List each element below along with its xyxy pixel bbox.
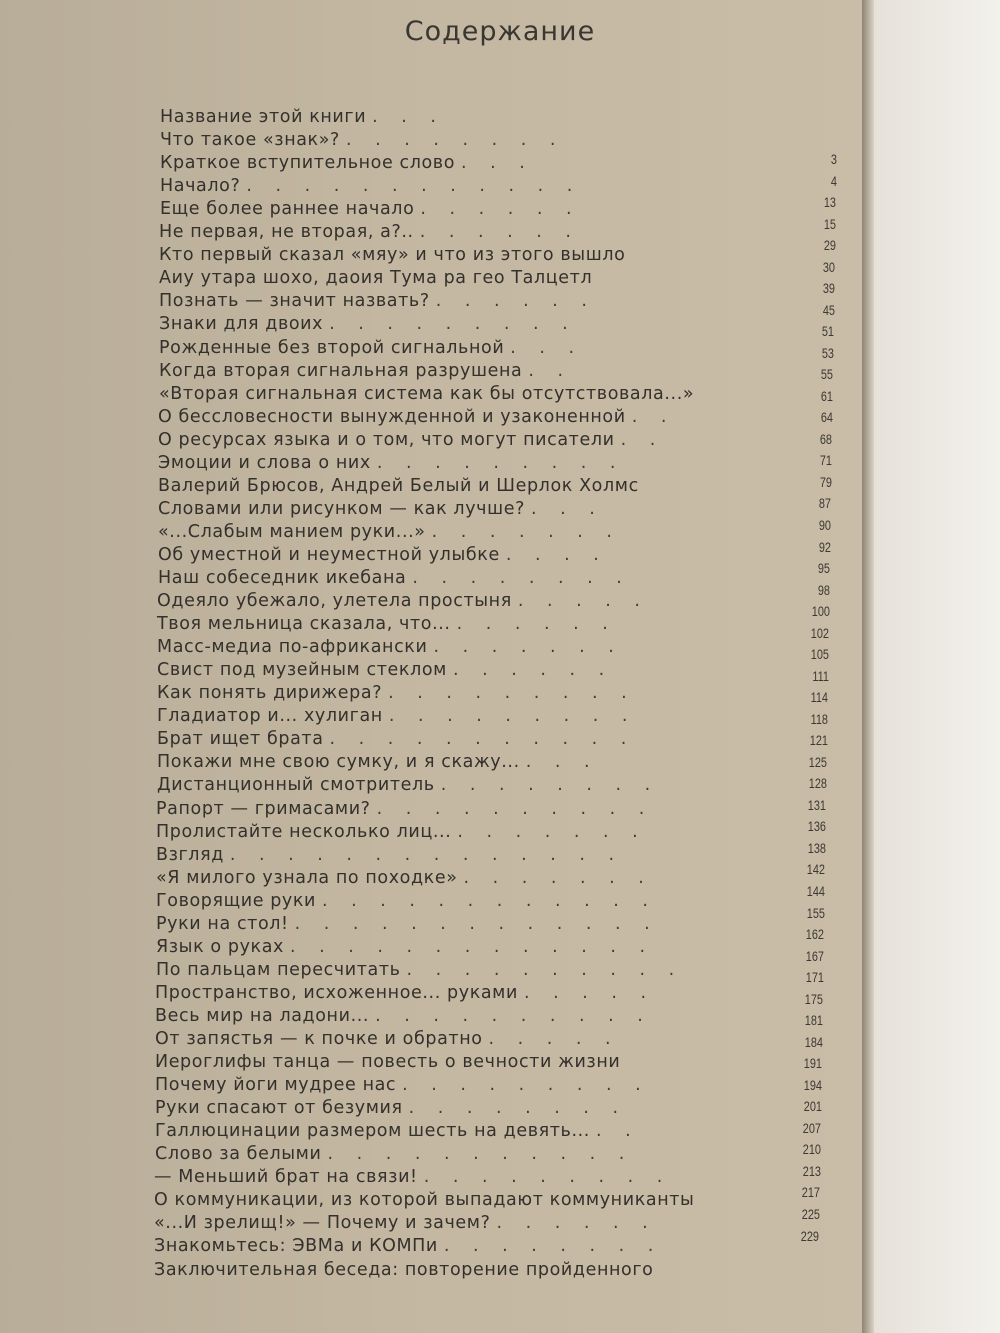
page-number-column xyxy=(740,0,840,1333)
toc-entry-title: Знаки для двоих xyxy=(159,314,324,335)
page-number: 171 xyxy=(805,969,824,986)
toc-entry xyxy=(157,751,599,773)
leader-dots: . . . . . . . xyxy=(463,867,653,888)
toc-entry-title: По пальцам пересчитать xyxy=(156,959,401,980)
leader-dots: . . . . . . . . . . . . xyxy=(322,890,657,911)
leader-dots: . . . . . . . xyxy=(457,821,647,842)
leader-dots: . . . . . . . . . . . . . xyxy=(290,936,655,957)
page-number: 39 xyxy=(822,280,835,297)
page-number: 175 xyxy=(804,990,823,1007)
toc-entry-title: Об уместной и неуместной улыбке xyxy=(158,544,500,565)
toc-entry xyxy=(157,590,649,612)
toc-entry xyxy=(155,1005,652,1027)
leader-dots: . . xyxy=(631,406,676,427)
toc-entry xyxy=(159,383,700,405)
toc-entry-title: Эмоции и слова о них xyxy=(158,452,371,473)
page-number: 167 xyxy=(805,947,824,964)
leader-dots: . . . . . . . . xyxy=(412,568,631,588)
page-number: 210 xyxy=(802,1141,821,1158)
leader-dots: . . . . . . . . . . . . . xyxy=(294,913,659,934)
toc-entry-title: О бессловесности вынужденной и узаконенной xyxy=(158,406,626,427)
page-number: 142 xyxy=(806,861,825,878)
page-number: 128 xyxy=(808,775,827,792)
leader-dots: . . . . . . xyxy=(456,614,617,635)
toc-entry-title: Что такое «знак»? xyxy=(160,130,340,151)
toc-entry xyxy=(159,313,577,335)
page-number: 13 xyxy=(823,194,836,211)
toc-entry-title: «Я милого узнала по походке» xyxy=(156,867,458,888)
toc-entry-title: Название этой книги xyxy=(160,107,367,127)
leader-dots: . . . . . xyxy=(488,1029,620,1049)
page-gutter xyxy=(862,0,874,1333)
toc-entry xyxy=(160,106,445,128)
toc-entry xyxy=(156,821,647,843)
page-number: 111 xyxy=(812,667,829,684)
toc-entry xyxy=(160,198,581,220)
toc-entry xyxy=(155,1120,640,1142)
toc-entry-title: Дистанционный смотритель xyxy=(157,775,435,796)
leader-dots: . . . . . . . . . . xyxy=(376,798,654,819)
page-number: 118 xyxy=(810,710,828,727)
leader-dots: . . . . . . . . . xyxy=(376,452,625,473)
toc-entry-title: Кто первый сказал «мяу» и что из этого вышло xyxy=(159,245,626,266)
leader-dots: . . . xyxy=(530,498,604,519)
page-number: 51 xyxy=(821,323,834,340)
page-number: 184 xyxy=(804,1033,823,1050)
toc-entry xyxy=(158,452,624,474)
leader-dots: . . . . . . . . . xyxy=(329,314,577,335)
toc-entry xyxy=(155,1097,627,1119)
page-number: 138 xyxy=(807,839,826,856)
toc-entry xyxy=(157,682,636,704)
toc-entry xyxy=(158,406,675,428)
page-number: 55 xyxy=(820,366,833,383)
page-number: 121 xyxy=(809,732,828,749)
toc-entry xyxy=(159,267,598,289)
toc-entry-title: Краткое вступительное слово xyxy=(160,153,456,174)
toc-entry-title: Пролистайте несколько лиц... xyxy=(156,821,452,842)
page-number: 64 xyxy=(820,409,833,426)
toc-entry-title: О ресурсах языка и о том, что могут писатели xyxy=(158,429,615,450)
page-number: 4 xyxy=(830,172,837,189)
toc-entry xyxy=(154,1166,671,1188)
page-number: 131 xyxy=(807,796,826,813)
toc-entry-title: Весь мир на ладони... xyxy=(155,1005,370,1026)
leader-dots: . . . . . . . . . . . xyxy=(329,729,636,750)
toc-entry-title: Почему йоги мудрее нас xyxy=(155,1075,397,1096)
toc-entry-title: Словами или рисунком — как лучше? xyxy=(158,498,525,519)
toc-entry xyxy=(156,959,683,981)
page-number: 71 xyxy=(819,452,832,469)
toc-entry-title: От запястья — к почке и обратно xyxy=(155,1029,483,1049)
toc-entry xyxy=(155,1074,650,1096)
toc-entry-title: Еще более раннее начало xyxy=(160,199,415,220)
leader-dots: . . . . . . . . . xyxy=(402,1075,650,1096)
page-number: 53 xyxy=(821,344,834,361)
toc-entry xyxy=(160,129,564,151)
toc-entry-title: Одеяло убежало, улетела простыня xyxy=(157,591,512,612)
toc-entry xyxy=(154,1259,659,1281)
page-number: 79 xyxy=(819,473,832,490)
toc-entry xyxy=(158,521,621,543)
page-number: 155 xyxy=(806,904,825,921)
leader-dots: . . . . . . xyxy=(452,660,614,681)
toc-entry xyxy=(158,475,645,497)
page-number: 102 xyxy=(810,624,829,641)
leader-dots: . . . . . . . . . xyxy=(423,1167,672,1188)
page-number: 90 xyxy=(818,517,831,533)
leader-dots: . . . . . xyxy=(517,591,649,612)
leader-dots: . . xyxy=(595,1121,640,1142)
toc-entry xyxy=(155,1051,626,1073)
toc-entry xyxy=(157,705,636,727)
page-title: Содержание xyxy=(404,16,596,47)
toc-entry xyxy=(159,337,583,359)
leader-dots: . . . . . . . . xyxy=(408,1098,628,1119)
toc-entry-title: Язык о руках xyxy=(156,936,284,957)
leader-dots: . . . . . . xyxy=(419,222,580,243)
page-number: 61 xyxy=(820,387,833,404)
page-number: 29 xyxy=(823,237,836,254)
leader-dots: . . . . . . . . . . xyxy=(375,1005,652,1026)
leader-dots: . . . . . . . . xyxy=(440,775,660,796)
leader-dots: . . . . xyxy=(505,544,608,565)
toc-entry-title: Говорящие руки xyxy=(156,890,317,911)
page-number: 144 xyxy=(806,883,825,900)
toc-entry-title: «Вторая сигнальная система как бы отсутствовала...» xyxy=(159,383,695,404)
toc-entry xyxy=(156,890,657,912)
leader-dots: . . . . . . . . . . . . . . xyxy=(229,844,624,865)
toc-entry xyxy=(155,1143,633,1165)
toc-entry xyxy=(159,360,572,382)
page-number: 98 xyxy=(817,581,830,598)
page-number: 136 xyxy=(807,818,826,835)
page-number: 45 xyxy=(822,301,835,318)
leader-dots: . . xyxy=(620,429,665,450)
leader-dots: . . . . . . . xyxy=(433,637,623,658)
toc-entry xyxy=(155,1028,620,1050)
toc-entry-title: «...И зрелищ!» — Почему и зачем? xyxy=(154,1213,491,1234)
toc-entry-title: Руки на стол! xyxy=(156,913,289,934)
toc-entry-title: Масс-медиа по-африкански xyxy=(157,637,428,658)
page-number: 92 xyxy=(818,538,831,555)
toc-entry xyxy=(159,221,580,243)
toc-entry xyxy=(158,498,604,520)
toc-entry xyxy=(157,613,617,635)
toc-entry xyxy=(159,244,631,266)
toc-entry xyxy=(154,1235,662,1257)
toc-entry-title: Слово за белыми xyxy=(155,1144,322,1165)
toc-entry-title: Рапорт — гримасами? xyxy=(156,798,371,819)
toc-entry-title: Когда вторая сигнальная разрушена xyxy=(159,360,523,381)
toc-entry xyxy=(157,636,623,658)
page-number: 125 xyxy=(808,753,827,770)
toc-entry xyxy=(158,429,664,451)
leader-dots: . . . . . . . . . . . . xyxy=(246,176,582,197)
adjacent-paper xyxy=(874,0,1000,1333)
leader-dots: . . . . . . xyxy=(496,1213,657,1234)
toc-entry-title: Аиу утара шохо, даоия Тума ра гео Талцетл xyxy=(159,268,593,289)
page-number: 217 xyxy=(801,1184,820,1201)
toc-entry xyxy=(158,567,631,589)
toc-entry-title: Иероглифы танца — повесть о вечности жизни xyxy=(155,1052,621,1073)
leader-dots: . . . . . . . . . xyxy=(388,683,636,704)
page-number: 95 xyxy=(817,560,830,577)
toc-entry-title: О коммуникации, из которой выпадают коммуниканты xyxy=(154,1190,695,1211)
toc-entry-title: Как понять дирижера? xyxy=(157,683,383,704)
toc-entry-title: Взгляд xyxy=(156,844,224,865)
page-number: 114 xyxy=(810,689,828,706)
toc-entry-title: Наш собеседник икебана xyxy=(158,568,407,588)
toc-entry xyxy=(159,290,596,312)
leader-dots: . . . . . . . . xyxy=(345,130,565,151)
page-number: 30 xyxy=(822,258,835,275)
toc-entry xyxy=(156,936,654,958)
leader-dots: . . . xyxy=(525,752,599,773)
toc-entry-title: Знакомьтесь: ЭВМа и КОМПи xyxy=(154,1236,438,1257)
leader-dots: . . . . . . . . . . xyxy=(406,959,684,980)
toc-entry-title: Рожденные без второй сигнальной xyxy=(159,337,505,358)
toc-entry xyxy=(160,175,581,197)
page-number: 194 xyxy=(803,1076,822,1093)
toc-entry-title: Брат ищет брата xyxy=(157,729,324,750)
page-number: 15 xyxy=(823,215,836,232)
toc-entry xyxy=(158,544,608,566)
toc-entry-title: Твоя мельница сказала, что... xyxy=(157,614,451,635)
toc-entry-title: Галлюцинации размером шесть на девять... xyxy=(155,1121,590,1142)
toc-entry-title: Пространство, исхоженное... руками xyxy=(155,982,518,1003)
toc-entry xyxy=(160,152,534,174)
page-number: 87 xyxy=(818,495,831,512)
toc-entry xyxy=(156,867,653,889)
toc-entry-title: — Меньший брат на связи! xyxy=(154,1167,418,1188)
toc-entry xyxy=(157,728,635,750)
page-number: 191 xyxy=(803,1055,822,1072)
page-number: 100 xyxy=(811,603,830,620)
toc-entry-title: Руки спасают от безумия xyxy=(155,1098,403,1119)
leader-dots: . . . xyxy=(372,107,445,127)
page-number: 201 xyxy=(803,1098,822,1115)
toc-entry-title: Свист под музейным стеклом xyxy=(157,660,447,681)
leader-dots: . . . . . . . . . . . xyxy=(327,1144,634,1165)
toc-entry-title: Начало? xyxy=(160,176,241,197)
leader-dots: . . . . . . . xyxy=(431,521,621,542)
leader-dots: . . xyxy=(528,360,573,381)
toc-entry-title: Заключительная беседа: повторение пройденного xyxy=(154,1259,654,1280)
leader-dots: . . . . . . . . xyxy=(443,1236,663,1257)
page-number: 162 xyxy=(805,926,824,943)
page-number: 105 xyxy=(810,646,829,663)
toc-entry xyxy=(156,913,659,935)
page-number: 229 xyxy=(800,1227,819,1244)
leader-dots: . . . . . . xyxy=(420,199,581,220)
toc-entry-title: Покажи мне свою сумку, и я скажу... xyxy=(157,752,520,773)
leader-dots: . . . . . xyxy=(523,982,656,1003)
leader-dots: . . . . . . . . . xyxy=(388,706,637,727)
toc-entry xyxy=(156,844,623,866)
page-number: 181 xyxy=(804,1012,823,1029)
toc-entry xyxy=(154,1189,700,1211)
page-number: 207 xyxy=(802,1119,821,1136)
leader-dots: . . . . . . xyxy=(435,291,596,312)
toc-entry xyxy=(154,1212,657,1234)
page-number: 68 xyxy=(819,430,832,447)
page-number: 225 xyxy=(801,1205,820,1222)
page-number: 3 xyxy=(830,151,837,167)
toc-entry-title: Не первая, не вторая, а?.. xyxy=(159,222,414,243)
leader-dots: . . . xyxy=(461,153,534,174)
toc-entry xyxy=(156,798,653,820)
leader-dots: . . . xyxy=(510,337,584,358)
toc-entry-title: Гладиатор и... хулиган xyxy=(157,706,383,727)
toc-entry-title: Познать — значит назвать? xyxy=(159,291,430,312)
toc-entry xyxy=(155,982,655,1004)
toc-entry-title: «...Слабым манием руки...» xyxy=(158,521,426,542)
toc-entry xyxy=(157,659,613,681)
toc-entry xyxy=(157,774,659,796)
page-number: 213 xyxy=(802,1162,821,1179)
toc-entry-title: Валерий Брюсов, Андрей Белый и Шерлок Холмс xyxy=(158,475,639,496)
